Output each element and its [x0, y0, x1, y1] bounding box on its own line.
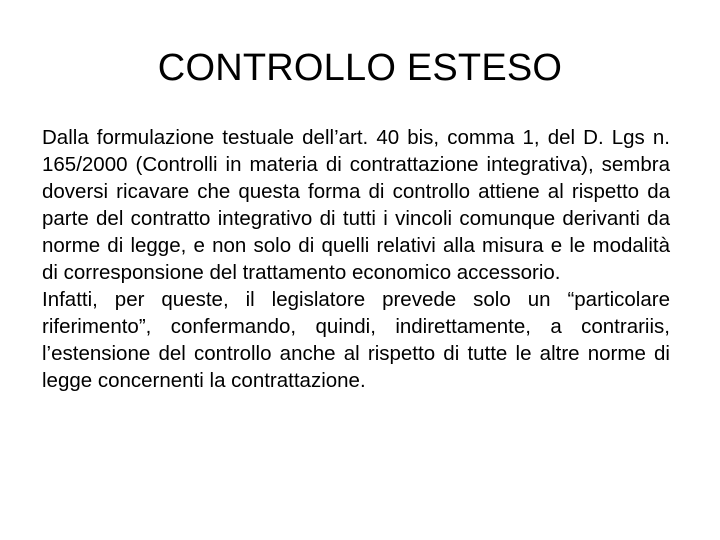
body-paragraph-1: Dalla formulazione testuale dell’art. 40 bis, comma 1, del D. Lgs n. 165/2000 (Controlli in materia di contrattazione integrativa), sembra doversi ricavare che questa forma di controllo attiene al rispetto da parte del contratto integrativo di tutti i vincoli comunque derivanti da norme di legge, e non solo di quelli relativi alla misura e le modalità di corresponsione del trattamento economico accessorio.	[42, 126, 670, 284]
body-paragraph-2: Infatti, per queste, il legislatore prevede solo un “particolare riferimento”, confermando, quindi, indirettamente, a contrariis, l’estensione del controllo anche al rispetto di tutte le altre norme di legge concernenti la contrattazione.	[42, 288, 670, 392]
slide-title: CONTROLLO ESTESO	[157, 47, 563, 89]
slide-body	[42, 124, 670, 394]
